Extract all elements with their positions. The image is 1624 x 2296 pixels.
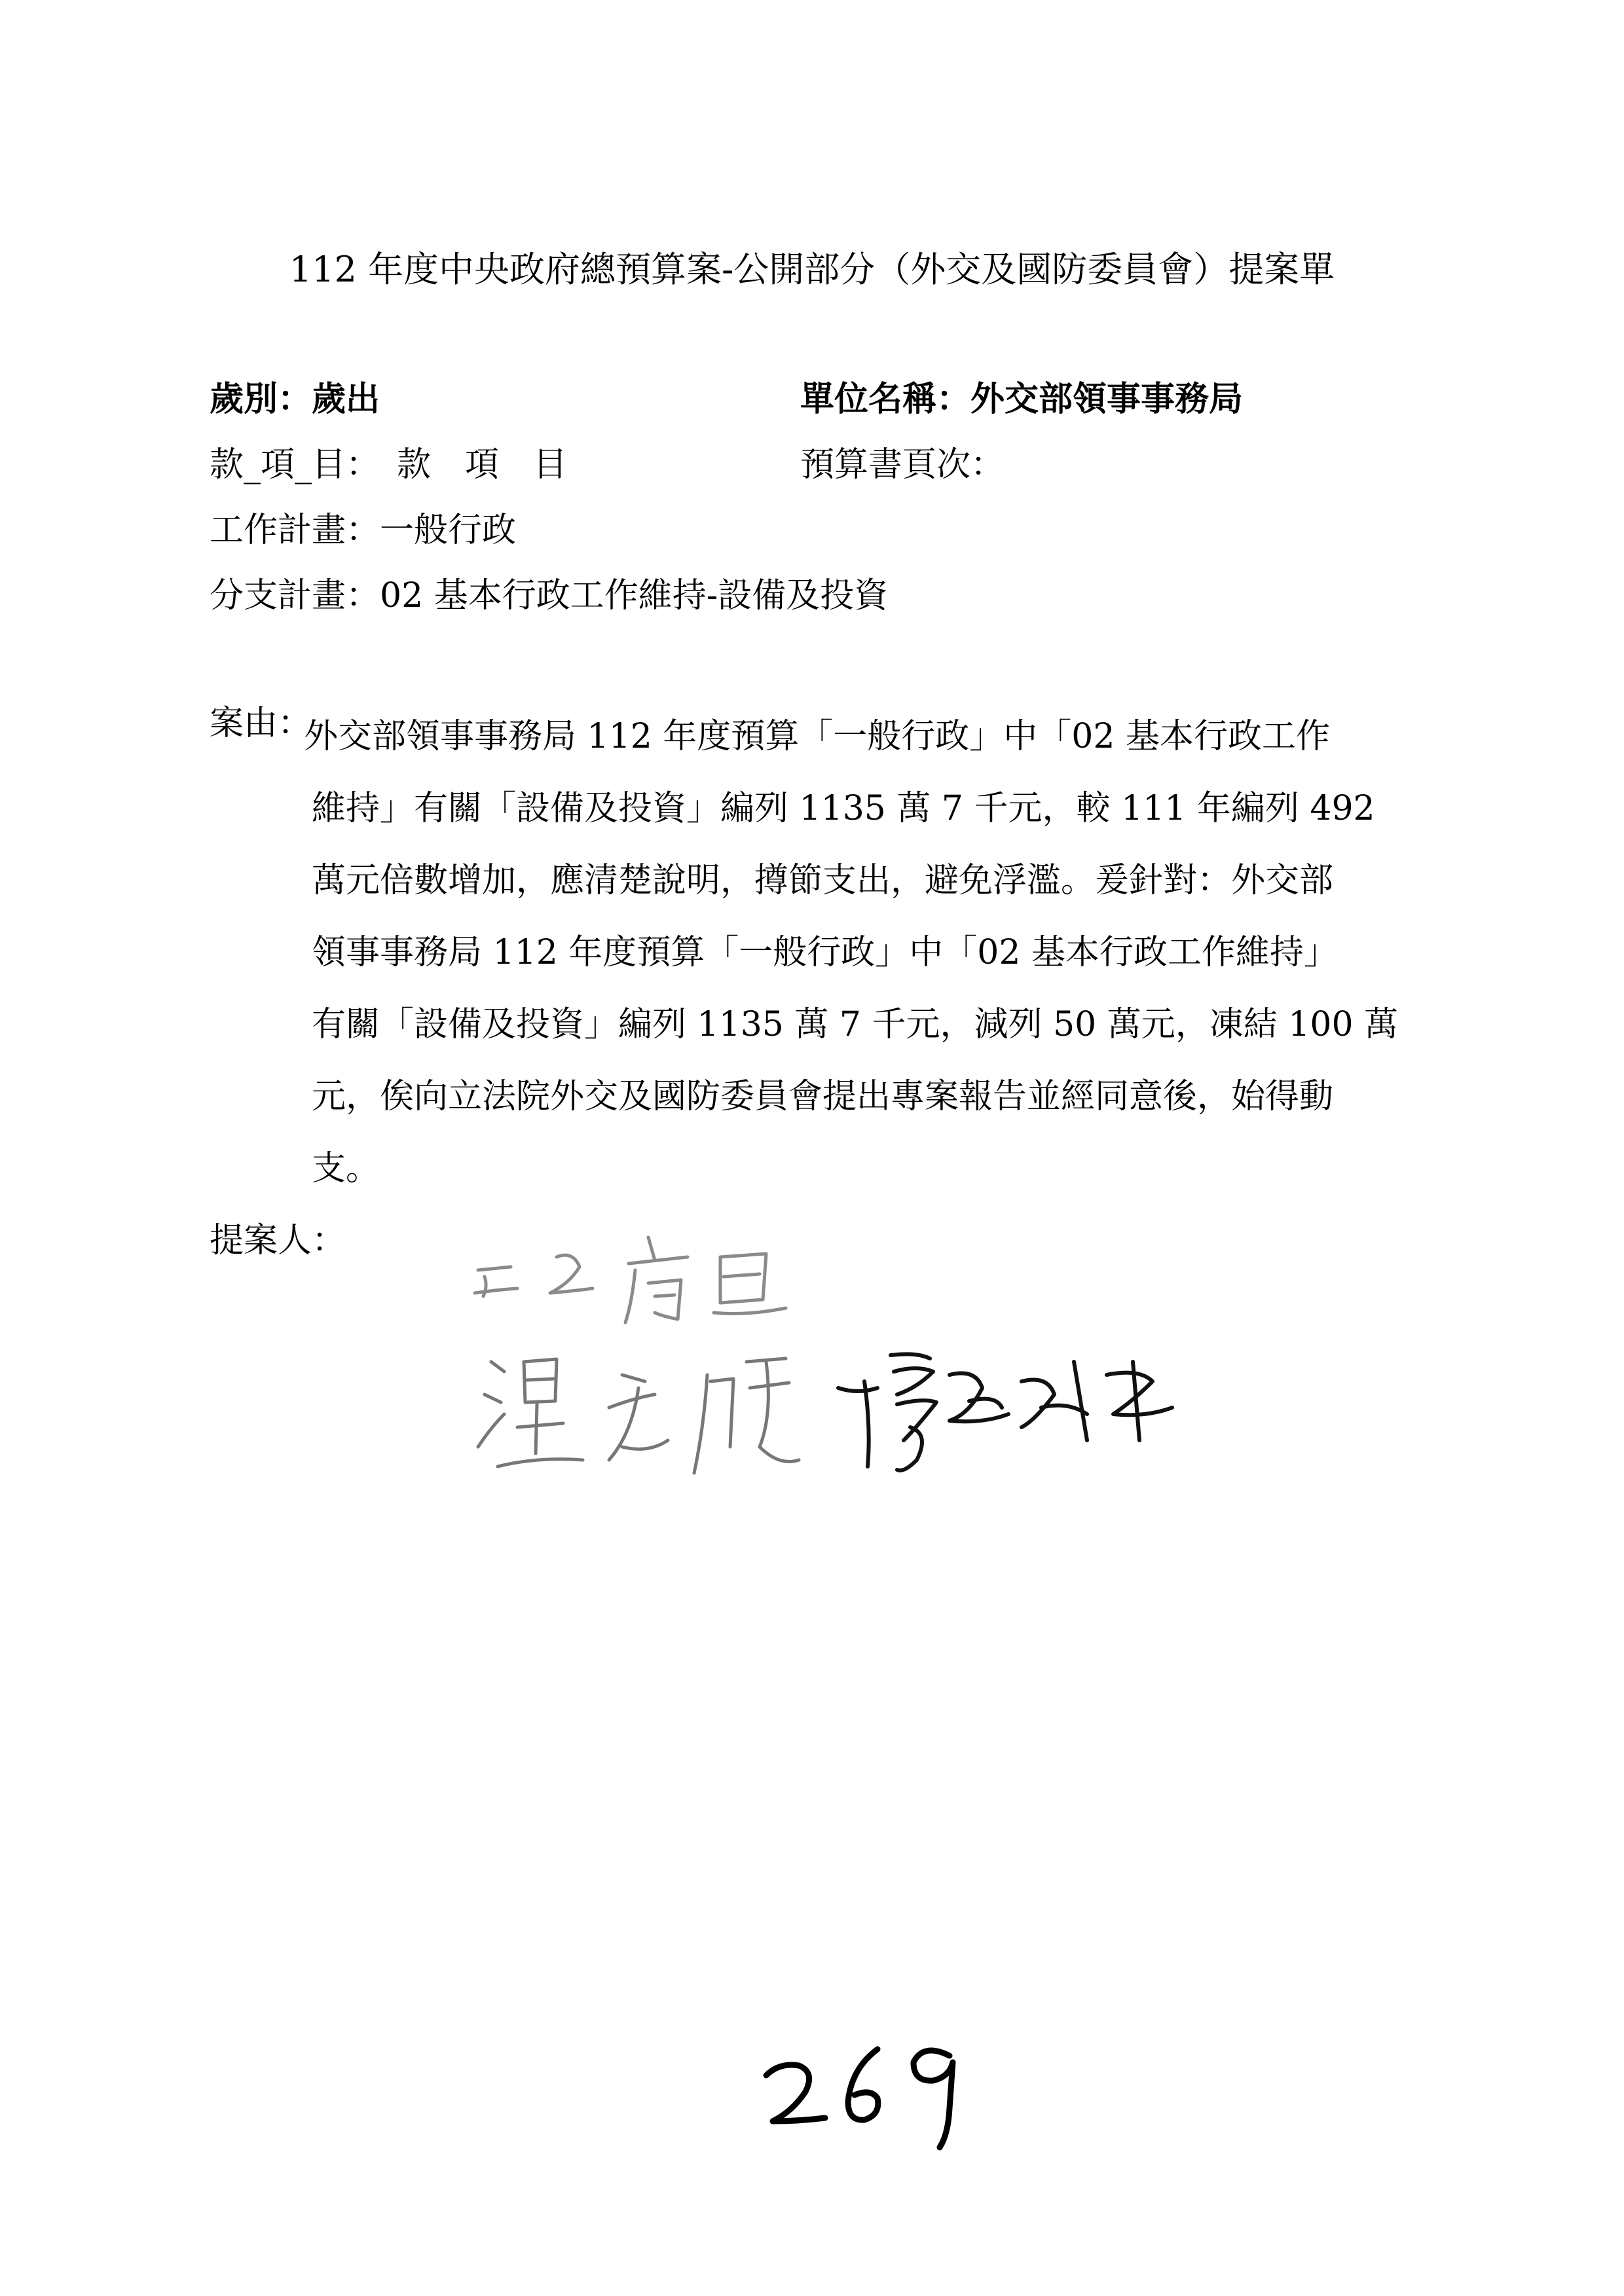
reason-line: 有關「設備及投資」編列 1135 萬 7 千元，減列 50 萬元，凍結 100 萬 bbox=[312, 1005, 1399, 1044]
item-field: 款_項_目： 款 項 目 bbox=[210, 445, 568, 484]
budget-page-field: 預算書頁次： bbox=[800, 445, 1005, 484]
budget-type-field: 歲別：歲出 bbox=[210, 379, 380, 419]
reason-line: 外交部領事事務局 112 年度預算「一般行政」中「02 基本行政工作 bbox=[304, 717, 1331, 756]
reason-line: 領事事務局 112 年度預算「一般行政」中「02 基本行政工作維持」 bbox=[312, 933, 1338, 972]
handwritten-signatures bbox=[458, 1231, 1283, 1597]
signature-2 bbox=[478, 1358, 799, 1473]
reason-text bbox=[304, 701, 1438, 1205]
branch-plan-field: 分支計畫：02 基本行政工作維持-設備及投資 bbox=[210, 576, 889, 615]
signature-1 bbox=[475, 1237, 786, 1322]
reason-line: 萬元倍數增加，應清楚說明，撙節支出，避免浮濫。爰針對：外交部 bbox=[312, 861, 1334, 900]
reason-line: 元，俟向立法院外交及國防委員會提出專案報告並經同意後，始得動 bbox=[312, 1077, 1334, 1116]
handwritten-page-number bbox=[753, 2030, 976, 2154]
work-plan-field: 工作計畫：一般行政 bbox=[210, 511, 517, 550]
page-title: 112 年度中央政府總預算案-公開部分（外交及國防委員會）提案單 bbox=[289, 249, 1335, 290]
reason-line: 維持」有關「設備及投資」編列 1135 萬 7 千元，較 111 年編列 492 bbox=[312, 789, 1375, 828]
signature-3 bbox=[838, 1354, 1172, 1470]
proposer-label: 提案人： bbox=[210, 1221, 346, 1260]
reason-label: 案由： bbox=[210, 704, 312, 743]
reason-line: 支。 bbox=[312, 1149, 380, 1188]
unit-name-field: 單位名稱：外交部領事事務局 bbox=[800, 379, 1244, 419]
